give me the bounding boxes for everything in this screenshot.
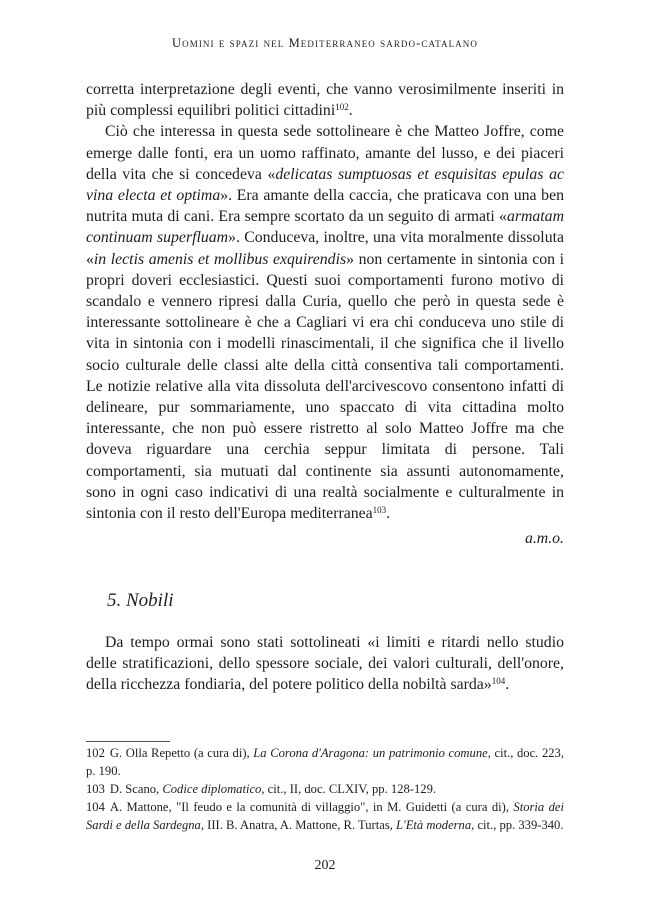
footnote-103 [86,780,564,798]
footnote-title: Storia dei Sardi e della Sardegna [86,800,564,832]
latin-quote-1: delicatas sumptuosas et esquisitas epulas ac vina electa et optima [86,165,564,205]
page-number: 202 [314,858,336,873]
paragraph-2-text-a: Ciò che interessa in questa sede sottolineare è che Matteo Joffre, come emerge dalle fonti, era un uomo raffinato, amante del lusso, e dei piaceri della vita che si concedeva « [86,123,564,183]
latin-quote-3: in lectis amenis et mollibus exquirendis [93,250,347,268]
footnote-text: , cit., doc. 223, p. 190. [86,746,564,778]
paragraph-1: corretta interpretazione degli eventi, che vanno verosimilmente inseriti in più complessi equilibri politici cittadini$^{102}$. [86,81,564,120]
footnote-number: 102 [86,746,105,760]
latin-quote-2: armatam continuam superfluam [86,208,564,247]
running-head: Uomini e spazi nel Mediterraneo sardo-catalano [172,36,478,50]
section-text [86,632,564,696]
footnote-title: La Corona d'Aragona: un patrimonio comune [253,746,488,760]
footnote-text: , III. B. Anatra, A. Mattone, R. Turtas, [200,818,397,832]
body-text [86,79,564,524]
footnote-rule [86,741,170,742]
paragraph-2-text-d: » non certamente in sintonia con i propri doveri ecclesiastici. Questi suoi comportamenti furono motivo di scandalo e vennero ripresi dalla Curia, quello che però in questa sede è interessante sottolineare è che a Cagliari vi era chi conduceva uno stile di vita in sintonia con i modelli rinascimentali, il che significa che il livello socio culturale delle classi alte della città consentiva tali comportamenti. Le notizie relative alla vita dissoluta dell'arcivescovo consentono infatti di delineare, pur sommariamente, uno spaccato di vita cittadina molto interessante, che non può essere ristretto al solo Matteo Joffre ma che doveva riguardare una cerchia seppur limitata di persone. Tali comportamenti, sia mutuati dal continente sia assunti autonomamente, sono in ogni caso indicativi di una realtà socialmente e culturalmente in sintonia con il resto dell'Europa mediterranea [86,250,564,523]
paragraph-2-text-b: ». Era amante della caccia, che praticava con una ben nutrita muta di cani. Era sempre scortato da un seguito di armati « [86,187,564,226]
paragraph-1-text: corretta interpretazione degli eventi, che vanno verosimilmente inseriti in più complessi equilibri politici cittadini [86,81,564,120]
footnote-102 [86,744,564,780]
author-initials: a.m.o. [524,530,564,547]
footnote-104 [86,798,564,834]
footnote-number: 103 [86,782,105,796]
footnote-text: A. Mattone, "Il feudo e la comunità di villaggio", in M. Guidetti (a cura di), [109,800,514,814]
footnote-text: , cit., II, doc. CLXIV, pp. 128-129. [261,782,437,796]
section-paragraph: Da tempo ormai sono stati sottolineati «i limiti e ritardi nello studio delle stratificazioni, dello spessore sociale, dei valori culturali, dell'onore, della ricchezza fondiaria, del potere politico della nobiltà sarda»$^{104}$. [86,634,564,694]
footnote-text: , cit., pp. 339-340. [471,818,564,832]
footnote-title: Codice diplomatico [162,782,262,796]
footnote-number: 104 [86,800,105,814]
footnote-ref-103[interactable]: 103 [372,505,387,516]
footnote-text: D. Scano, [109,782,163,796]
footnotes [86,744,564,834]
section-heading: 5. Nobili [107,590,174,611]
paragraph-2: Ciò che interessa in questa sede sottolineare è che Matteo Joffre, come emerge dalle fonti, era un uomo raffinato, amante del lusso, e dei piaceri della vita che si concedeva «delicatas sumptuosas et esquisitas epulas ac vina electa et optima». Era amante della caccia, che praticava con una ben nutrita muta di cani. Era sempre scortato da un seguito di armati «armatam continuam superfluam». Conduceva, inoltre, una vita moralmente dissoluta «in lectis amenis et mollibus exquirendis» non certamente in sintonia con i propri doveri ecclesiastici. Questi suoi comportamenti furono motivo di scandalo e vennero ripresi dalla Curia, quello che però in questa sede è interessante sottolineare è che a Cagliari vi era chi conduceva uno stile di vita in sintonia con i modelli rinascimentali, il che significa che il livello socio culturale delle classi alte della città consentiva tali comportamenti. Le notizie relative alla vita dissoluta dell'arcivescovo consentono infatti di delineare, pur sommariamente, uno spaccato di vita cittadina molto interessante, che non può essere ristretto al solo Matteo Joffre ma che doveva riguardare una cerchia seppur limitata di persone. Tali comportamenti, sia mutuati dal continente sia assunti autonomamente, sono in ogni caso indicativi di una realtà socialmente e culturalmente in sintonia con il resto dell'Europa mediterranea$^{103}$. [86,123,564,523]
paragraph-2-text-c: ». Conduceva, inoltre, una vita moralmente dissoluta « [86,229,564,268]
footnote-ref-104[interactable]: 104 [491,676,506,687]
section-paragraph-text: Da tempo ormai sono stati sottolineati «i limiti e ritardi nello studio delle stratificazioni, dello spessore sociale, dei valori culturali, dell'onore, della ricchezza fondiaria, del potere politico della nobiltà sarda» [86,634,564,694]
footnote-ref-102[interactable]: 102 [335,102,349,113]
footnote-text: G. Olla Repetto (a cura di), [109,746,254,760]
footnote-title: L'Età moderna [396,818,472,832]
